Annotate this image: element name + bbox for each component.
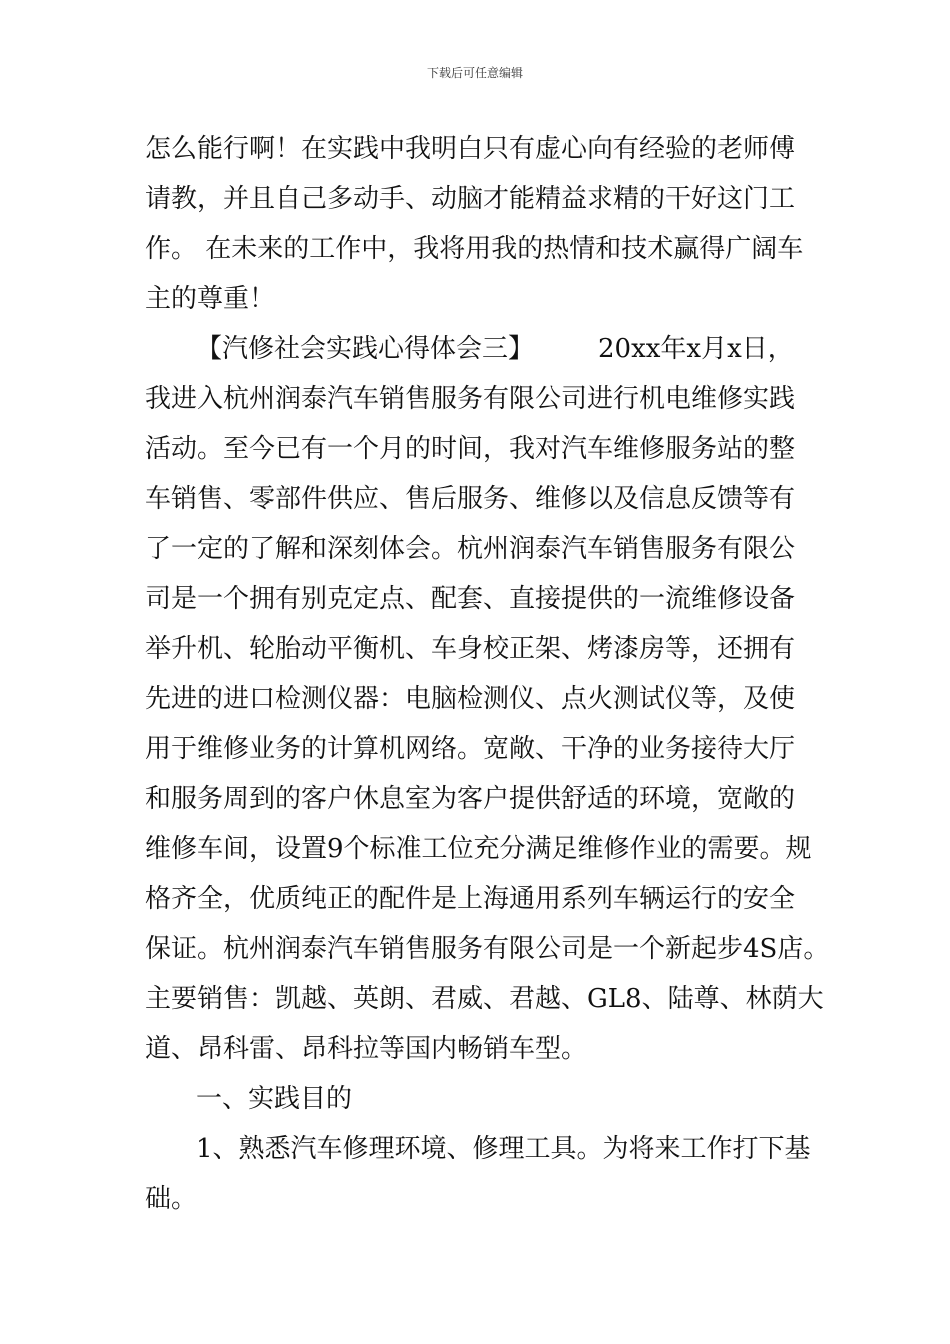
paragraph-line: 和服务周到的客户休息室为客户提供舒适的环境，宽敞的 (145, 784, 796, 814)
page-header: 下载后可任意编辑 (426, 66, 523, 80)
paragraph-line: 活动。至今已有一个月的时间，我对汽车维修服务站的整 (145, 434, 796, 464)
paragraph-line: 了一定的了解和深刻体会。杭州润泰汽车销售服务有限公 (145, 534, 796, 564)
paragraph-line: 请教，并且自己多动手、动脑才能精益求精的干好这门工 (145, 184, 796, 214)
paragraph-line: 础。 (145, 1184, 198, 1214)
section-heading: 【汽修社会实践心得体会三】 (196, 334, 535, 364)
paragraph-line: 怎么能行啊！在实践中我明白只有虚心向有经验的老师傅 (145, 134, 796, 164)
paragraph-line: 保证。杭州润泰汽车销售服务有限公司是一个新起步4S店。 (145, 934, 830, 964)
paragraph-line: 道、昂科雷、昂科拉等国内畅销车型。 (145, 1034, 588, 1064)
paragraph-line: 格齐全，优质纯正的配件是上海通用系列车辆运行的安全 (145, 884, 796, 914)
paragraph-line: 先进的进口检测仪器：电脑检测仪、点火测试仪等，及使 (145, 684, 796, 714)
subheading: 一、实践目的 (196, 1084, 353, 1114)
paragraph-line: 主的尊重！ (145, 284, 276, 314)
paragraph-line: 我进入杭州润泰汽车销售服务有限公司进行机电维修实践 (145, 384, 796, 414)
date-text: 20xx年x月x日， (598, 334, 794, 364)
paragraph-line: 维修车间，设置9个标准工位充分满足维修作业的需要。规 (145, 834, 812, 864)
paragraph-line: 主要销售：凯越、英朗、君威、君越、GL8、陆尊、林荫大 (145, 984, 824, 1014)
paragraph-line: 车销售、零部件供应、售后服务、维修以及信息反馈等有 (145, 484, 796, 514)
section-heading-line (196, 324, 866, 374)
list-item: 1、熟悉汽车修理环境、修理工具。为将来工作打下基 (196, 1134, 811, 1164)
paragraph-line: 用于维修业务的计算机网络。宽敞、干净的业务接待大厅 (145, 734, 796, 764)
paragraph-line: 举升机、轮胎动平衡机、车身校正架、烤漆房等，还拥有 (145, 634, 796, 664)
paragraph-line: 司是一个拥有别克定点、配套、直接提供的一流维修设备 (145, 584, 796, 614)
paragraph-line: 作。 在未来的工作中，我将用我的热情和技术赢得广阔车 (145, 234, 804, 264)
